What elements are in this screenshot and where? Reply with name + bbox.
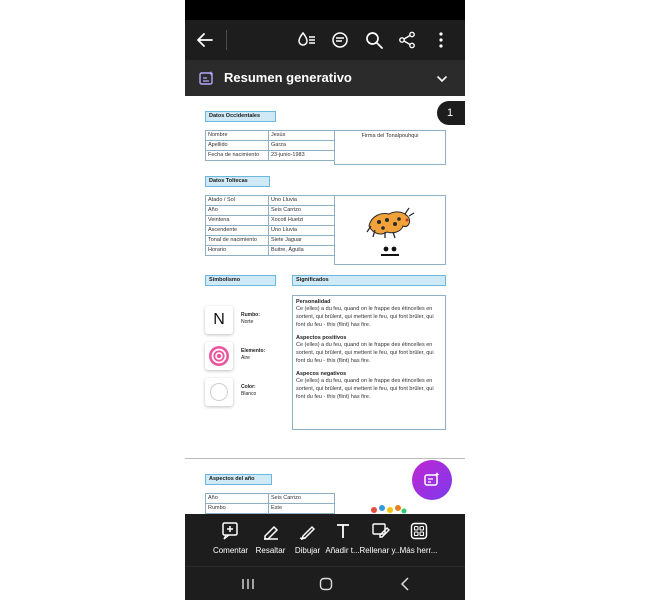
- generative-summary-title: Resumen generativo: [224, 70, 352, 85]
- draw-tool-label: Dibujar: [294, 546, 321, 555]
- row-label: Atado / Sol: [206, 196, 269, 206]
- share-icon[interactable]: [395, 28, 419, 52]
- rumbo-label: [241, 312, 260, 326]
- row-value: Siete Jaguar: [269, 236, 335, 246]
- ai-summary-icon: [199, 70, 215, 91]
- row-label: Ascendente: [206, 226, 269, 236]
- row-value: Garza: [269, 141, 335, 151]
- page-separator: [185, 458, 465, 459]
- wind-spiral-tile: [205, 342, 233, 370]
- row-label: Año: [206, 494, 269, 504]
- color-value: Blanco: [241, 391, 257, 397]
- significados-box: [292, 295, 446, 430]
- section-header-occidentales: Datos Occidentales: [205, 111, 276, 122]
- aspectos-anio-table: [205, 493, 335, 514]
- chevron-down-icon[interactable]: [436, 72, 448, 90]
- row-label: Rumbo: [206, 504, 269, 514]
- table-row: [206, 196, 335, 206]
- aspectos-negativos-text: Ce (elles) a du feu, quand on le frappe des étincelles en sortent, qui brûlent, qui mettent le feu, qui font brûler, qui font du feu - this (flint) has fire.: [296, 378, 434, 400]
- pen-icon: [298, 521, 318, 541]
- row-value: Uno Lluvia: [269, 226, 335, 236]
- dots-numeral-icon: [379, 246, 401, 258]
- back-arrow-icon[interactable]: [193, 28, 217, 52]
- signature-label: Firma del Tonalpouhqui: [361, 133, 419, 139]
- status-bar: [185, 0, 465, 20]
- home-icon[interactable]: [314, 573, 338, 595]
- recent-apps-icon[interactable]: [236, 573, 260, 595]
- spiral-icon: [208, 345, 230, 367]
- add-comment-icon: [221, 521, 241, 541]
- toltecas-table: [205, 195, 335, 256]
- table-row: [206, 504, 335, 514]
- jaguar-glyph-image: [363, 204, 415, 240]
- color-label: [241, 384, 256, 398]
- bottom-toolbar: [185, 514, 465, 566]
- table-row: [206, 494, 335, 504]
- north-letter-tile: [205, 306, 233, 334]
- rumbo-title: Rumbo:: [241, 312, 260, 318]
- table-row: [206, 226, 335, 236]
- highlight-tool-label: Resaltar: [255, 546, 286, 555]
- more-vertical-icon[interactable]: [429, 28, 453, 52]
- personalidad-text: Ce (elles) a du feu, quand on le frappe des étincelles en sortent, qui brûlent, qui mettent le feu, qui font brûler, qui font du feu - this (flint) has fire.: [296, 306, 434, 328]
- white-color-tile: [205, 378, 233, 406]
- row-label: Apellido: [206, 141, 269, 151]
- comment-tool-button[interactable]: [208, 520, 253, 564]
- grid-icon: [410, 522, 428, 540]
- table-row: [206, 141, 335, 151]
- aspectos-negativos-heading: Aspecos negativos: [296, 371, 347, 377]
- aspectos-positivos-text: Ce (elles) a du feu, quand on le frappe des étincelles en sortent, qui brûlent, qui mettent le feu, qui font brûler, qui font du feu - this (flint) has fire.: [296, 342, 434, 364]
- row-value: Buitre, Águila: [269, 246, 335, 256]
- nav-back-icon[interactable]: [393, 573, 417, 595]
- row-value: Uno Lluvia: [269, 196, 335, 206]
- section-header-simbolismo: Simbolismo: [205, 275, 276, 286]
- table-row: [206, 236, 335, 246]
- row-value: Este: [269, 504, 335, 514]
- section-header-toltecas: Datos Toltecas: [205, 176, 270, 187]
- row-value: Jesús: [269, 131, 335, 141]
- elemento-value: Aire: [241, 355, 250, 361]
- drop-list-icon[interactable]: [295, 28, 319, 52]
- phone-screen: [185, 0, 465, 600]
- section-header-aspectos-anio: Aspectos del año: [205, 474, 272, 485]
- glyph-box: [334, 195, 446, 265]
- rumbo-value: Norte: [241, 319, 254, 325]
- elemento-title: Elemento:: [241, 348, 266, 354]
- aspectos-positivos-heading: Aspectos positivos: [296, 335, 347, 341]
- row-label: Tonal de nacimiento: [206, 236, 269, 246]
- section-header-significados: Significados: [292, 275, 446, 286]
- row-value: Xocotl Huetzi: [269, 216, 335, 226]
- more-tools-label: Más herr...: [399, 546, 438, 555]
- comment-bubble-icon[interactable]: [328, 28, 352, 52]
- row-value: 23-junio-1983: [269, 151, 335, 161]
- system-nav-bar: [185, 566, 465, 600]
- more-tools-button[interactable]: [396, 520, 441, 564]
- table-row: [206, 246, 335, 256]
- fill-sign-tool-label: Rellenar y...: [359, 546, 402, 555]
- fill-sign-icon: [371, 521, 391, 541]
- ai-assistant-button[interactable]: [412, 460, 452, 500]
- elemento-label: [241, 348, 265, 362]
- toolbar-divider: [226, 30, 227, 50]
- text-t-icon: [334, 522, 352, 540]
- north-letter: N: [213, 311, 225, 328]
- personalidad-heading: Personalidad: [296, 299, 331, 305]
- row-label: Año: [206, 206, 269, 216]
- signature-box: [334, 130, 446, 165]
- row-label: Veintena: [206, 216, 269, 226]
- row-value: Seis Carrizo: [269, 206, 335, 216]
- row-label: Nombre: [206, 131, 269, 141]
- table-row: [206, 206, 335, 216]
- top-app-bar: [185, 20, 465, 60]
- table-row: [206, 216, 335, 226]
- row-value: Seis Carrizo: [269, 494, 335, 504]
- search-icon[interactable]: [362, 28, 386, 52]
- white-circle-icon: [208, 381, 230, 403]
- table-row: [206, 131, 335, 141]
- flower-glyph-image: [368, 500, 408, 514]
- row-label: Horario: [206, 246, 269, 256]
- generative-summary-bar[interactable]: [185, 60, 465, 96]
- row-label: Fecha de nacimiento: [206, 151, 269, 161]
- table-row: [206, 151, 335, 161]
- add-text-tool-label: Añadir t...: [325, 546, 360, 555]
- color-title: Color:: [241, 384, 256, 390]
- occidentales-table: [205, 130, 335, 161]
- highlighter-icon: [261, 521, 281, 541]
- ai-sparkle-icon: [423, 471, 441, 489]
- page-number-badge: 1: [437, 101, 465, 125]
- comment-tool-label: Comentar: [212, 546, 249, 555]
